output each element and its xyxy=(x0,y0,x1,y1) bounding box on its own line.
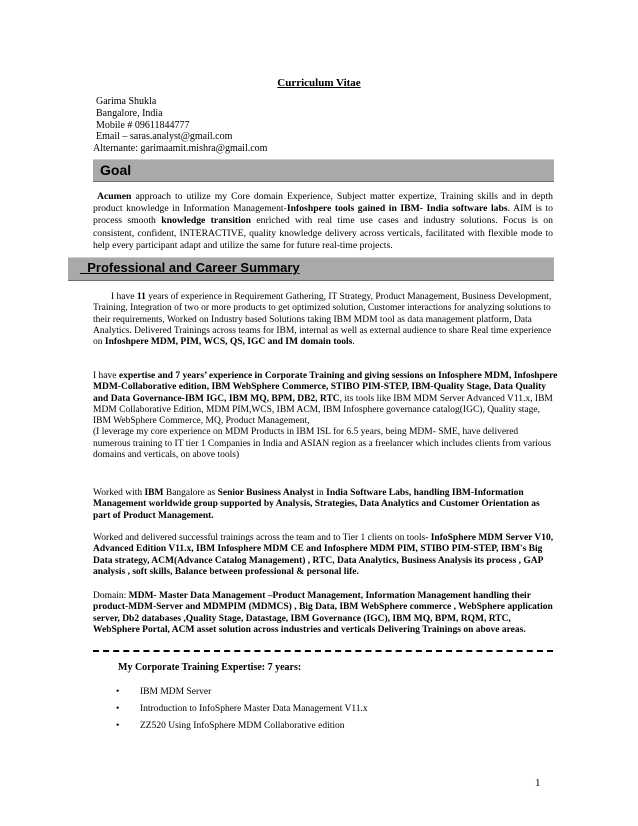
p4-bold-1: InfoSphere MDM Server V10, Advanced Edition V11.x, IBM Infosphere MDM CE and Infosphere MDM PIM, STIBO PIM-STEP, IBM's Big Data strategy, ACM(Advance Catalog Management) , RTC, Data Analytics, Business Analysis its process , GAP analysis , soft skills, Balance between professional & personal life. xyxy=(93,533,554,577)
list-item-text: ZZ520 Using InfoSphere MDM Collaborative edition xyxy=(140,721,345,731)
p3-bold-3: India Software Labs, handling IBM-Information Management worldwide group supported by Analysis, Strategies, Data Analytics and Customer Orientation as part of Product Management. xyxy=(93,488,540,521)
summary-paragraph-2 xyxy=(93,371,558,461)
contact-alternate-email: Alternante: garimaamit.mishra@gmail.com xyxy=(93,143,268,155)
p3-text-3: in xyxy=(314,488,327,498)
goal-text-1: approach to utilize my Core domain Experience, Subject matter expertize, Training skills and in depth product knowledge in Information Management- xyxy=(93,191,553,215)
p2-bold-1: expertise and 7 years’ experience in Corporate Training and giving sessions on Infosphere MDM, Infoshpere MDM-Collaborative edition, IBM WebSphere Commerce, STIBO PIM-STEP, IBM-Quality Stage, Data Quality and Data Governance-IBM IGC, IBM MQ, BPM, DB2, RTC xyxy=(93,371,558,404)
page-number: 1 xyxy=(535,777,541,789)
p2-text-3: (I leverage my core experience on MDM Products in IBM ISL for 6.5 years, being MDM- SME, have delivered numerous training to IT tier 1 Companies in India and ASIAN region as a freelancer which includes clients from various domains and verticals, on above tools) xyxy=(93,427,552,461)
p3-bold-2: Senior Business Analyst xyxy=(217,488,315,498)
list-item-text: IBM MDM Server xyxy=(140,687,212,697)
bullet-icon: • xyxy=(116,687,120,697)
p3-bold-1: IBM xyxy=(144,488,164,498)
document-title: Curriculum Vitae xyxy=(277,77,361,89)
p1-text-3: . xyxy=(352,337,355,348)
summary-heading-band xyxy=(68,257,554,281)
goal-lead: Acumen xyxy=(97,191,132,202)
list-item xyxy=(116,704,368,714)
p1-text-2: years of experience in Requirement Gathering, IT Strategy, Product Management, Business Development, Training, Integration of two or more products to get optimized solution, Customer interactions for analyzing solutions to their requirements, Worked on Industry based Solutions taking IBM MDM tool as data management platform, Data Analytics. Delivered Trainings across teams for IBM, internal as well as external audience to share Real time experience on xyxy=(93,292,552,348)
summary-paragraph-4 xyxy=(93,533,558,578)
p1-bold-2: Infoshpere MDM, PIM, WCS, QS, IGC and IM domain tools xyxy=(104,337,353,348)
summary-heading: _Professional and Career Summary xyxy=(80,260,300,275)
p1-bold-1: 11 xyxy=(136,292,146,302)
bullet-icon: • xyxy=(116,721,120,731)
summary-paragraph-1 xyxy=(93,292,558,348)
goal-paragraph xyxy=(93,191,553,252)
training-subheading: My Corporate Training Expertise: 7 years: xyxy=(118,662,302,673)
p5-bold-1: MDM- Master Data Management –Product Management, Information Management handling their product-MDM-Server and MDMPIM (MDMCS) , Big Data, IBM WebSphere commerce , WebSphere application server, Db2 databases ,Quality Stage, Datastage, IBM Governance (IGC), IBM MQ, BPM, RQM, RTC, WebSphere Portal, ACM asset solution across industries and verticals Delivering Trainings on above areas. xyxy=(93,591,553,635)
p3-text-1: Worked with xyxy=(93,488,145,498)
p2-text-1: I have xyxy=(93,371,119,381)
bullet-icon: • xyxy=(116,704,120,714)
goal-text-3: enriched with real time use cases and industry solutions. Focus is on consistent, confident, INTERACTIVE, quality knowledge delivery across verticals, facilitated with flexible mode to help every participant adapt and utilize the same for future real-time projects. xyxy=(93,215,553,251)
p5-text-1: Domain: xyxy=(93,591,129,601)
goal-heading: Goal xyxy=(100,162,132,178)
contact-mobile: Mobile # 09611844777 xyxy=(96,119,190,131)
p4-text-1: Worked and delivered successful trainings across the team and to Tier 1 clients on tools- xyxy=(93,533,431,543)
summary-paragraph-3 xyxy=(93,488,558,522)
contact-name: Garima Shukla xyxy=(96,96,157,107)
goal-bold-1: Infoshpere tools gained in IBM- India software labs xyxy=(286,203,508,215)
summary-paragraph-5 xyxy=(93,591,558,636)
p2-text-2: , its tools like IBM MDM Server Advanced V11.x, IBM MDM Collaborative Edition, MDM PIM,WCS, IBM ACM, IBM Infosphere governance catalog(IGC), Quality stage, IBM WebSphere Commerce, MQ, Product Management, xyxy=(93,393,553,427)
contact-email: Email – saras.analyst@gmail.com xyxy=(96,131,233,143)
list-item-text: Introduction to InfoSphere Master Data Management V11.x xyxy=(140,704,368,714)
p3-text-2: Bangalore as xyxy=(163,488,218,498)
list-item xyxy=(116,721,344,731)
goal-bold-2: knowledge transition xyxy=(161,215,252,227)
dashed-divider xyxy=(93,650,553,652)
contact-block xyxy=(93,96,267,155)
goal-heading-band xyxy=(93,159,554,182)
p1-text-1: I have xyxy=(111,292,137,302)
list-item xyxy=(116,687,211,697)
contact-location: Bangalore, India xyxy=(96,107,163,119)
goal-text-2: . AIM is to process smooth xyxy=(93,203,553,227)
